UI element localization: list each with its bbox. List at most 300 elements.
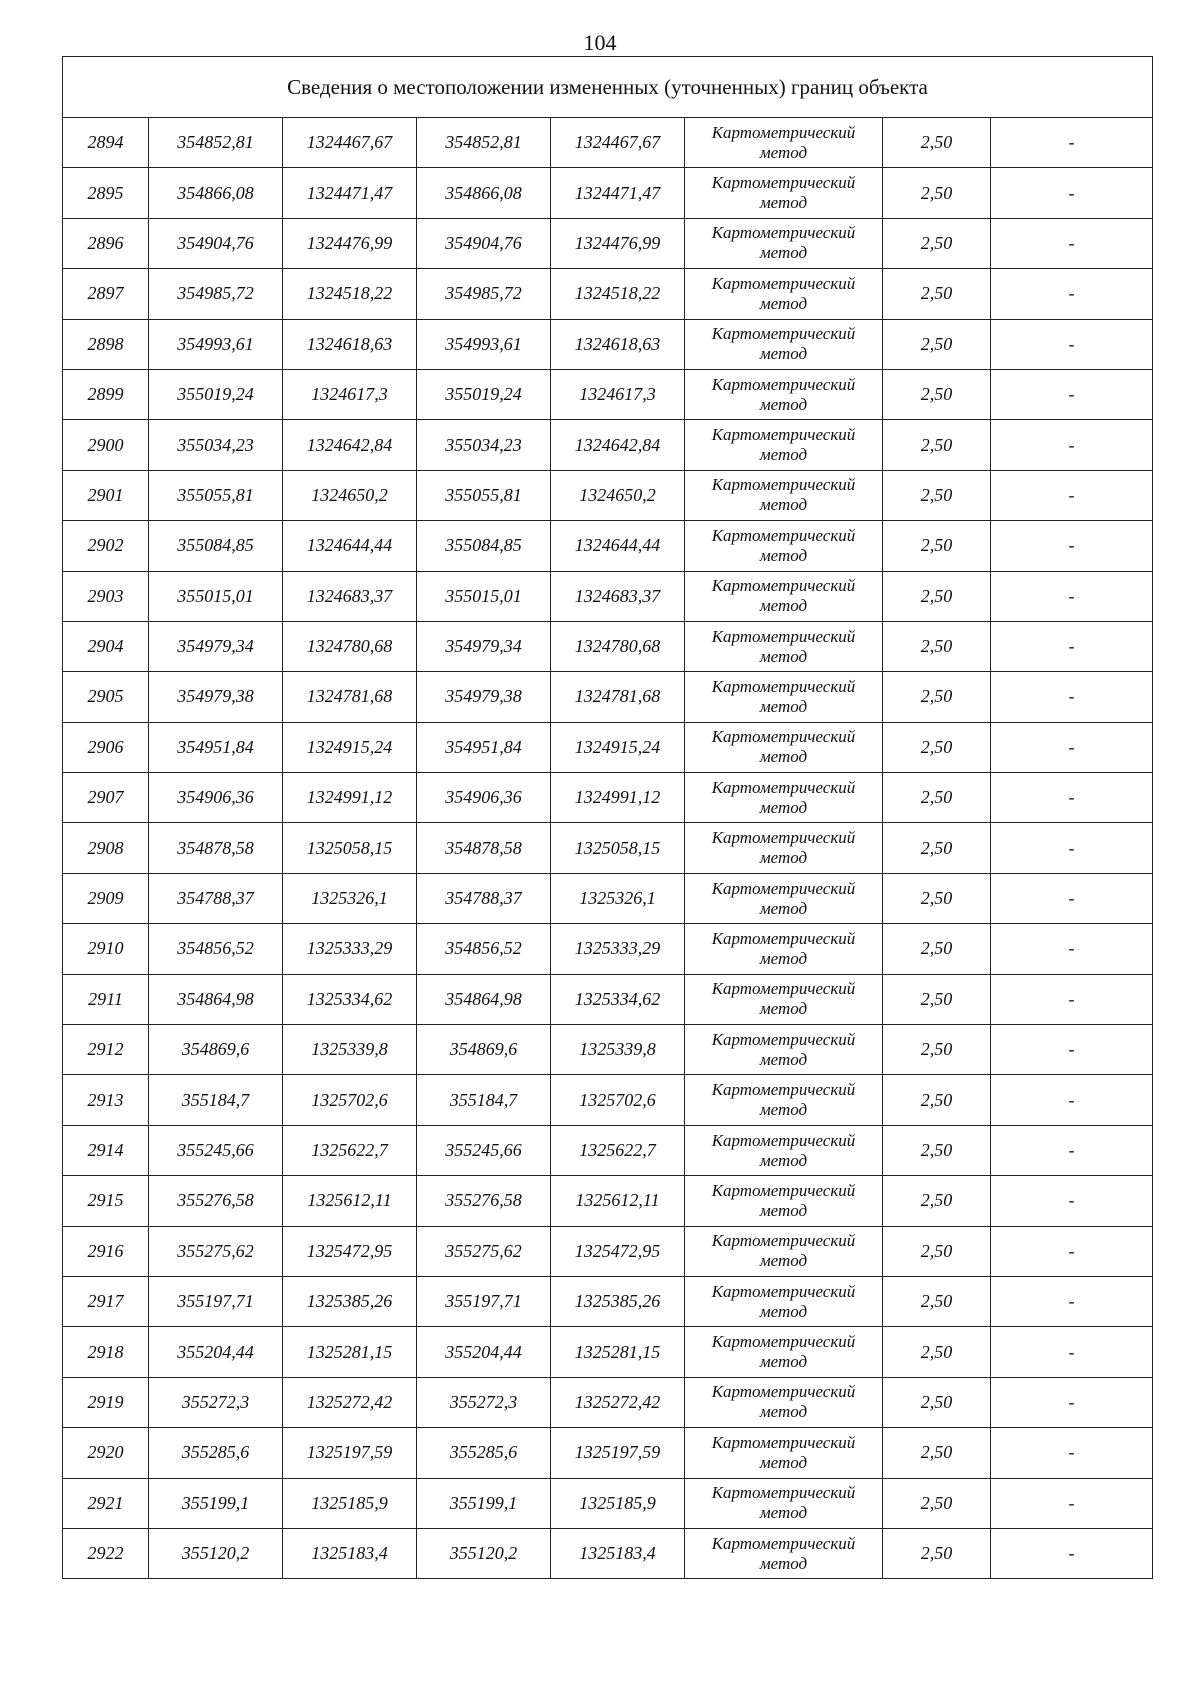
table-row: [63, 672, 1153, 722]
point-number-cell: 2894: [63, 118, 149, 168]
refined-x-cell: 354866,08: [417, 168, 551, 218]
note-cell: -: [991, 1377, 1153, 1427]
method-cell: [685, 621, 883, 671]
method-line-2: метод: [759, 948, 808, 968]
existing-x-cell: 354979,38: [149, 672, 283, 722]
method-line-1: Картометрический: [711, 727, 856, 747]
point-number-cell: 2901: [63, 470, 149, 520]
existing-x-cell: 354864,98: [149, 974, 283, 1024]
refined-y-cell: 1325622,7: [551, 1125, 685, 1175]
accuracy-cell: 2,50: [883, 571, 991, 621]
method-line-2: метод: [759, 1150, 808, 1170]
table-row: [63, 621, 1153, 671]
method-line-1: Картометрический: [711, 475, 856, 495]
method-line-2: метод: [759, 646, 808, 666]
method-cell: [685, 1428, 883, 1478]
existing-y-cell: 1324471,47: [283, 168, 417, 218]
method-line-2: метод: [759, 1402, 808, 1422]
existing-y-cell: 1325333,29: [283, 924, 417, 974]
existing-x-cell: 355204,44: [149, 1327, 283, 1377]
table-title: Сведения о местоположении измененных (уточненных) границ объекта: [63, 57, 1153, 118]
method-cell: [685, 1276, 883, 1326]
point-number-cell: 2908: [63, 823, 149, 873]
accuracy-cell: 2,50: [883, 621, 991, 671]
refined-x-cell: 355197,71: [417, 1276, 551, 1326]
table-row: [63, 722, 1153, 772]
accuracy-cell: 2,50: [883, 974, 991, 1024]
method-line-2: метод: [759, 999, 808, 1019]
method-line-1: Картометрический: [711, 1533, 856, 1553]
method-line-1: Картометрический: [711, 173, 856, 193]
method-line-1: Картометрический: [711, 273, 856, 293]
method-line-1: Картометрический: [711, 425, 856, 445]
method-line-2: метод: [759, 394, 808, 414]
refined-y-cell: 1325326,1: [551, 873, 685, 923]
method-cell: [685, 1478, 883, 1528]
method-cell: [685, 823, 883, 873]
refined-x-cell: 355019,24: [417, 369, 551, 419]
method-cell: [685, 924, 883, 974]
table-row: [63, 269, 1153, 319]
method-line-1: Картометрический: [711, 878, 856, 898]
note-cell: -: [991, 1025, 1153, 1075]
existing-y-cell: 1324683,37: [283, 571, 417, 621]
point-number-cell: 2898: [63, 319, 149, 369]
refined-y-cell: 1324991,12: [551, 773, 685, 823]
method-line-1: Картометрический: [711, 122, 856, 142]
refined-y-cell: 1325339,8: [551, 1025, 685, 1075]
method-cell: [685, 521, 883, 571]
existing-x-cell: 354951,84: [149, 722, 283, 772]
refined-y-cell: 1325334,62: [551, 974, 685, 1024]
existing-y-cell: 1325272,42: [283, 1377, 417, 1427]
accuracy-cell: 2,50: [883, 369, 991, 419]
table-row: [63, 974, 1153, 1024]
refined-x-cell: 355272,3: [417, 1377, 551, 1427]
table-row: [63, 319, 1153, 369]
table-row: [63, 1478, 1153, 1528]
accuracy-cell: 2,50: [883, 1025, 991, 1075]
note-cell: -: [991, 924, 1153, 974]
method-line-2: метод: [759, 545, 808, 565]
method-line-1: Картометрический: [711, 576, 856, 596]
existing-y-cell: 1325334,62: [283, 974, 417, 1024]
refined-x-cell: 355204,44: [417, 1327, 551, 1377]
refined-y-cell: 1325058,15: [551, 823, 685, 873]
existing-x-cell: 355272,3: [149, 1377, 283, 1427]
refined-x-cell: 355276,58: [417, 1176, 551, 1226]
table-body: [63, 118, 1153, 1579]
point-number-cell: 2906: [63, 722, 149, 772]
existing-x-cell: 355055,81: [149, 470, 283, 520]
table-header-row: [63, 57, 1153, 118]
note-cell: -: [991, 168, 1153, 218]
method-line-1: Картометрический: [711, 676, 856, 696]
method-cell: [685, 218, 883, 268]
accuracy-cell: 2,50: [883, 924, 991, 974]
method-line-1: Картометрический: [711, 525, 856, 545]
note-cell: -: [991, 470, 1153, 520]
existing-x-cell: 354993,61: [149, 319, 283, 369]
accuracy-cell: 2,50: [883, 1428, 991, 1478]
point-number-cell: 2903: [63, 571, 149, 621]
note-cell: -: [991, 420, 1153, 470]
method-cell: [685, 1125, 883, 1175]
note-cell: -: [991, 823, 1153, 873]
method-cell: [685, 672, 883, 722]
note-cell: -: [991, 1176, 1153, 1226]
refined-y-cell: 1325183,4: [551, 1528, 685, 1578]
note-cell: -: [991, 1075, 1153, 1125]
existing-y-cell: 1324915,24: [283, 722, 417, 772]
refined-x-cell: 355275,62: [417, 1226, 551, 1276]
table-row: [63, 823, 1153, 873]
refined-x-cell: 354852,81: [417, 118, 551, 168]
refined-y-cell: 1325333,29: [551, 924, 685, 974]
note-cell: -: [991, 319, 1153, 369]
refined-y-cell: 1324650,2: [551, 470, 685, 520]
refined-x-cell: 355120,2: [417, 1528, 551, 1578]
method-cell: [685, 118, 883, 168]
accuracy-cell: 2,50: [883, 1377, 991, 1427]
accuracy-cell: 2,50: [883, 1075, 991, 1125]
method-line-2: метод: [759, 797, 808, 817]
refined-x-cell: 354869,6: [417, 1025, 551, 1075]
existing-x-cell: 354979,34: [149, 621, 283, 671]
point-number-cell: 2911: [63, 974, 149, 1024]
method-line-2: метод: [759, 696, 808, 716]
existing-y-cell: 1325185,9: [283, 1478, 417, 1528]
note-cell: -: [991, 974, 1153, 1024]
existing-y-cell: 1324467,67: [283, 118, 417, 168]
method-line-1: Картометрический: [711, 223, 856, 243]
refined-x-cell: 354864,98: [417, 974, 551, 1024]
existing-y-cell: 1324618,63: [283, 319, 417, 369]
accuracy-cell: 2,50: [883, 773, 991, 823]
method-cell: [685, 319, 883, 369]
existing-x-cell: 354906,36: [149, 773, 283, 823]
table-row: [63, 168, 1153, 218]
note-cell: -: [991, 369, 1153, 419]
method-line-1: Картометрический: [711, 1483, 856, 1503]
refined-x-cell: 354856,52: [417, 924, 551, 974]
refined-y-cell: 1324644,44: [551, 521, 685, 571]
accuracy-cell: 2,50: [883, 873, 991, 923]
existing-x-cell: 355276,58: [149, 1176, 283, 1226]
accuracy-cell: 2,50: [883, 470, 991, 520]
point-number-cell: 2918: [63, 1327, 149, 1377]
refined-y-cell: 1324471,47: [551, 168, 685, 218]
note-cell: -: [991, 672, 1153, 722]
table-row: [63, 924, 1153, 974]
accuracy-cell: 2,50: [883, 1226, 991, 1276]
point-number-cell: 2900: [63, 420, 149, 470]
point-number-cell: 2919: [63, 1377, 149, 1427]
existing-x-cell: 355275,62: [149, 1226, 283, 1276]
table-row: [63, 1377, 1153, 1427]
table-row: [63, 369, 1153, 419]
method-cell: [685, 873, 883, 923]
note-cell: -: [991, 269, 1153, 319]
method-line-1: Картометрический: [711, 1180, 856, 1200]
note-cell: -: [991, 873, 1153, 923]
existing-x-cell: 354852,81: [149, 118, 283, 168]
method-line-1: Картометрический: [711, 1432, 856, 1452]
method-line-2: метод: [759, 1100, 808, 1120]
note-cell: -: [991, 1276, 1153, 1326]
table-row: [63, 571, 1153, 621]
point-number-cell: 2921: [63, 1478, 149, 1528]
existing-x-cell: 355034,23: [149, 420, 283, 470]
point-number-cell: 2895: [63, 168, 149, 218]
point-number-cell: 2916: [63, 1226, 149, 1276]
refined-x-cell: 354985,72: [417, 269, 551, 319]
point-number-cell: 2902: [63, 521, 149, 571]
existing-y-cell: 1324518,22: [283, 269, 417, 319]
refined-y-cell: 1325702,6: [551, 1075, 685, 1125]
refined-x-cell: 354993,61: [417, 319, 551, 369]
existing-y-cell: 1324650,2: [283, 470, 417, 520]
existing-y-cell: 1324644,44: [283, 521, 417, 571]
existing-x-cell: 355084,85: [149, 521, 283, 571]
table-row: [63, 1125, 1153, 1175]
accuracy-cell: 2,50: [883, 672, 991, 722]
table-row: [63, 118, 1153, 168]
method-line-1: Картометрический: [711, 928, 856, 948]
method-line-2: метод: [759, 445, 808, 465]
method-cell: [685, 1528, 883, 1578]
existing-x-cell: 354904,76: [149, 218, 283, 268]
method-cell: [685, 369, 883, 419]
table-row: [63, 420, 1153, 470]
accuracy-cell: 2,50: [883, 521, 991, 571]
point-number-cell: 2905: [63, 672, 149, 722]
note-cell: -: [991, 218, 1153, 268]
existing-x-cell: 354856,52: [149, 924, 283, 974]
existing-y-cell: 1324617,3: [283, 369, 417, 419]
point-number-cell: 2912: [63, 1025, 149, 1075]
method-cell: [685, 1075, 883, 1125]
existing-y-cell: 1325622,7: [283, 1125, 417, 1175]
existing-x-cell: 354878,58: [149, 823, 283, 873]
existing-x-cell: 355120,2: [149, 1528, 283, 1578]
method-line-1: Картометрический: [711, 1130, 856, 1150]
accuracy-cell: 2,50: [883, 1276, 991, 1326]
existing-x-cell: 355184,7: [149, 1075, 283, 1125]
accuracy-cell: 2,50: [883, 1327, 991, 1377]
note-cell: -: [991, 571, 1153, 621]
point-number-cell: 2909: [63, 873, 149, 923]
refined-y-cell: 1324781,68: [551, 672, 685, 722]
refined-y-cell: 1325385,26: [551, 1276, 685, 1326]
refined-y-cell: 1324476,99: [551, 218, 685, 268]
accuracy-cell: 2,50: [883, 218, 991, 268]
existing-y-cell: 1324781,68: [283, 672, 417, 722]
method-line-1: Картометрический: [711, 1029, 856, 1049]
table-row: [63, 1025, 1153, 1075]
method-line-2: метод: [759, 1553, 808, 1573]
table-row: [63, 521, 1153, 571]
existing-y-cell: 1325472,95: [283, 1226, 417, 1276]
method-line-2: метод: [759, 193, 808, 213]
method-cell: [685, 168, 883, 218]
accuracy-cell: 2,50: [883, 420, 991, 470]
method-cell: [685, 269, 883, 319]
existing-x-cell: 355199,1: [149, 1478, 283, 1528]
method-line-1: Картометрический: [711, 626, 856, 646]
method-line-1: Картометрический: [711, 979, 856, 999]
note-cell: -: [991, 1125, 1153, 1175]
accuracy-cell: 2,50: [883, 1176, 991, 1226]
table-row: [63, 218, 1153, 268]
existing-x-cell: 354985,72: [149, 269, 283, 319]
table-row: [63, 470, 1153, 520]
method-line-1: Картометрический: [711, 1281, 856, 1301]
refined-y-cell: 1325272,42: [551, 1377, 685, 1427]
existing-x-cell: 355015,01: [149, 571, 283, 621]
note-cell: -: [991, 1226, 1153, 1276]
method-cell: [685, 1226, 883, 1276]
refined-y-cell: 1324780,68: [551, 621, 685, 671]
method-line-1: Картометрический: [711, 324, 856, 344]
point-number-cell: 2915: [63, 1176, 149, 1226]
refined-x-cell: 355199,1: [417, 1478, 551, 1528]
refined-y-cell: 1324467,67: [551, 118, 685, 168]
method-cell: [685, 1377, 883, 1427]
refined-x-cell: 355055,81: [417, 470, 551, 520]
existing-y-cell: 1325197,59: [283, 1428, 417, 1478]
refined-y-cell: 1325472,95: [551, 1226, 685, 1276]
method-cell: [685, 1176, 883, 1226]
existing-y-cell: 1325385,26: [283, 1276, 417, 1326]
refined-x-cell: 354979,38: [417, 672, 551, 722]
refined-y-cell: 1325197,59: [551, 1428, 685, 1478]
existing-x-cell: 354866,08: [149, 168, 283, 218]
note-cell: -: [991, 1428, 1153, 1478]
accuracy-cell: 2,50: [883, 118, 991, 168]
method-cell: [685, 571, 883, 621]
table-row: [63, 1226, 1153, 1276]
existing-x-cell: 355019,24: [149, 369, 283, 419]
method-line-2: метод: [759, 1049, 808, 1069]
accuracy-cell: 2,50: [883, 823, 991, 873]
accuracy-cell: 2,50: [883, 1478, 991, 1528]
refined-x-cell: 355285,6: [417, 1428, 551, 1478]
refined-y-cell: 1324618,63: [551, 319, 685, 369]
method-line-1: Картометрический: [711, 1080, 856, 1100]
existing-y-cell: 1325183,4: [283, 1528, 417, 1578]
point-number-cell: 2899: [63, 369, 149, 419]
existing-y-cell: 1325612,11: [283, 1176, 417, 1226]
point-number-cell: 2907: [63, 773, 149, 823]
table-row: [63, 1075, 1153, 1125]
refined-x-cell: 354878,58: [417, 823, 551, 873]
refined-y-cell: 1324642,84: [551, 420, 685, 470]
point-number-cell: 2922: [63, 1528, 149, 1578]
note-cell: -: [991, 1478, 1153, 1528]
note-cell: -: [991, 118, 1153, 168]
refined-y-cell: 1325281,15: [551, 1327, 685, 1377]
refined-x-cell: 355034,23: [417, 420, 551, 470]
refined-y-cell: 1325612,11: [551, 1176, 685, 1226]
method-line-2: метод: [759, 747, 808, 767]
point-number-cell: 2904: [63, 621, 149, 671]
existing-x-cell: 354869,6: [149, 1025, 283, 1075]
method-cell: [685, 1025, 883, 1075]
point-number-cell: 2897: [63, 269, 149, 319]
refined-x-cell: 354951,84: [417, 722, 551, 772]
existing-x-cell: 355245,66: [149, 1125, 283, 1175]
refined-x-cell: 354906,36: [417, 773, 551, 823]
table-row: [63, 1276, 1153, 1326]
note-cell: -: [991, 621, 1153, 671]
method-line-1: Картометрический: [711, 1382, 856, 1402]
boundary-coordinates-table: [62, 56, 1153, 1579]
refined-x-cell: 354979,34: [417, 621, 551, 671]
method-line-2: метод: [759, 344, 808, 364]
refined-x-cell: 355245,66: [417, 1125, 551, 1175]
method-line-2: метод: [759, 1301, 808, 1321]
method-cell: [685, 773, 883, 823]
existing-y-cell: 1324991,12: [283, 773, 417, 823]
method-line-2: метод: [759, 293, 808, 313]
method-line-1: Картометрический: [711, 374, 856, 394]
method-cell: [685, 722, 883, 772]
refined-x-cell: 355184,7: [417, 1075, 551, 1125]
existing-x-cell: 354788,37: [149, 873, 283, 923]
method-line-2: метод: [759, 1251, 808, 1271]
existing-x-cell: 355197,71: [149, 1276, 283, 1326]
method-cell: [685, 420, 883, 470]
existing-y-cell: 1324642,84: [283, 420, 417, 470]
existing-y-cell: 1325702,6: [283, 1075, 417, 1125]
table-row: [63, 1176, 1153, 1226]
refined-x-cell: 355015,01: [417, 571, 551, 621]
existing-y-cell: 1324780,68: [283, 621, 417, 671]
method-line-2: метод: [759, 898, 808, 918]
refined-x-cell: 355084,85: [417, 521, 551, 571]
point-number-cell: 2913: [63, 1075, 149, 1125]
method-line-2: метод: [759, 596, 808, 616]
method-cell: [685, 1327, 883, 1377]
accuracy-cell: 2,50: [883, 1528, 991, 1578]
table-row: [63, 1528, 1153, 1578]
note-cell: -: [991, 722, 1153, 772]
note-cell: -: [991, 1327, 1153, 1377]
accuracy-cell: 2,50: [883, 269, 991, 319]
point-number-cell: 2914: [63, 1125, 149, 1175]
existing-y-cell: 1325281,15: [283, 1327, 417, 1377]
method-line-2: метод: [759, 848, 808, 868]
existing-y-cell: 1325339,8: [283, 1025, 417, 1075]
table-row: [63, 1327, 1153, 1377]
note-cell: -: [991, 521, 1153, 571]
point-number-cell: 2917: [63, 1276, 149, 1326]
accuracy-cell: 2,50: [883, 168, 991, 218]
page-number: 104: [583, 30, 617, 55]
refined-y-cell: 1324518,22: [551, 269, 685, 319]
refined-x-cell: 354904,76: [417, 218, 551, 268]
method-line-1: Картометрический: [711, 1231, 856, 1251]
point-number-cell: 2896: [63, 218, 149, 268]
accuracy-cell: 2,50: [883, 722, 991, 772]
existing-y-cell: 1324476,99: [283, 218, 417, 268]
method-line-2: метод: [759, 243, 808, 263]
table-row: [63, 1428, 1153, 1478]
method-cell: [685, 470, 883, 520]
existing-x-cell: 355285,6: [149, 1428, 283, 1478]
note-cell: -: [991, 773, 1153, 823]
